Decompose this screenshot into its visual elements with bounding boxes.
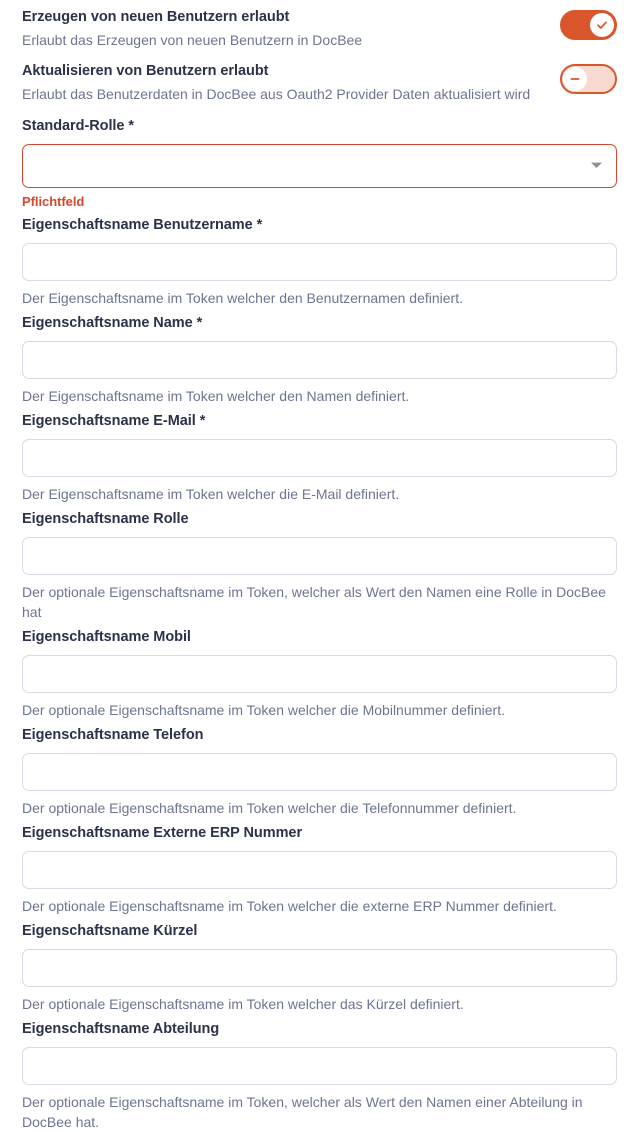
label-attribute-mobile — [22, 628, 617, 647]
toggle-description-update-users: Erlaubt das Benutzerdaten in DocBee aus Oauth2 Provider Daten aktualisiert wird — [22, 86, 531, 102]
field-attribute-phone — [22, 720, 617, 818]
label-text: Eigenschaftsname Telefon — [22, 727, 204, 743]
check-icon — [595, 18, 609, 32]
label-attribute-phone — [22, 726, 617, 745]
required-marker: * — [128, 118, 134, 134]
required-marker: * — [199, 413, 206, 429]
field-attribute-email — [22, 406, 617, 504]
helper-attribute-name: Der Eigenschaftsname im Token welcher den Namen definiert. — [22, 388, 410, 404]
toggle-description-create-users: Erlaubt das Erzeugen von neuen Benutzern in DocBee — [22, 32, 363, 48]
input-attribute-department[interactable] — [22, 1047, 617, 1085]
helper-attribute-external-erp-number: Der optionale Eigenschaftsname im Token welcher die externe ERP Nummer definiert. — [22, 898, 557, 914]
helper-attribute-initials: Der optionale Eigenschaftsname im Token welcher das Kürzel definiert. — [22, 996, 464, 1012]
helper-attribute-department: Der optionale Eigenschaftsname im Token, welcher als Wert den Namen einer Abteilung in DocBee hat. — [22, 1094, 583, 1130]
toggle-row-update-users — [22, 61, 617, 111]
required-marker: * — [256, 217, 263, 233]
field-standard-role — [22, 111, 617, 210]
label-text: Eigenschaftsname Externe ERP Nummer — [22, 825, 303, 841]
toggle-text-create-users — [22, 7, 544, 50]
label-attribute-initials — [22, 922, 617, 941]
field-attribute-initials — [22, 916, 617, 1014]
input-attribute-initials[interactable] — [22, 949, 617, 987]
helper-attribute-role: Der optionale Eigenschaftsname im Token, welcher als Wert den Namen eine Rolle in DocBee hat — [22, 584, 606, 620]
label-attribute-email — [22, 412, 617, 431]
toggle-switch-update-users[interactable] — [560, 64, 617, 94]
minus-icon — [568, 72, 582, 86]
toggle-title-update-users: Aktualisieren von Benutzern erlaubt — [22, 63, 269, 79]
label-text: Eigenschaftsname Mobil — [22, 629, 191, 645]
helper-attribute-mobile: Der optionale Eigenschaftsname im Token welcher die Mobilnummer definiert. — [22, 702, 505, 718]
input-attribute-name[interactable] — [22, 341, 617, 379]
label-attribute-department — [22, 1020, 617, 1039]
field-attribute-name — [22, 308, 617, 406]
field-attribute-mobile — [22, 622, 617, 720]
label-text: Eigenschaftsname Abteilung — [22, 1021, 220, 1037]
toggle-row-create-users — [22, 7, 617, 61]
toggle-switch-create-users[interactable] — [560, 10, 617, 40]
field-attribute-role — [22, 504, 617, 622]
error-message-standard-role: Pflichtfeld — [22, 194, 85, 209]
label-text: Eigenschaftsname Benutzername — [22, 217, 253, 233]
toggle-knob — [563, 67, 587, 91]
field-attribute-external-erp-number — [22, 818, 617, 916]
label-text: Eigenschaftsname Rolle — [22, 511, 189, 527]
label-text: Standard-Rolle — [22, 118, 125, 134]
input-attribute-role[interactable] — [22, 537, 617, 575]
input-attribute-username[interactable] — [22, 243, 617, 281]
input-attribute-external-erp-number[interactable] — [22, 851, 617, 889]
helper-attribute-email: Der Eigenschaftsname im Token welcher die E-Mail definiert. — [22, 486, 400, 502]
select-wrapper-standard-role — [22, 144, 617, 188]
toggle-title-create-users: Erzeugen von neuen Benutzern erlaubt — [22, 9, 290, 25]
label-attribute-external-erp-number — [22, 824, 617, 843]
select-standard-role[interactable] — [22, 144, 617, 188]
label-attribute-name — [22, 314, 617, 333]
label-attribute-username — [22, 216, 617, 235]
label-standard-role — [22, 117, 617, 136]
input-attribute-phone[interactable] — [22, 753, 617, 791]
helper-attribute-phone: Der optionale Eigenschaftsname im Token welcher die Telefonnummer definiert. — [22, 800, 517, 816]
input-attribute-mobile[interactable] — [22, 655, 617, 693]
required-marker: * — [196, 315, 203, 331]
field-attribute-username — [22, 210, 617, 308]
label-text: Eigenschaftsname E-Mail — [22, 413, 196, 429]
field-attribute-department — [22, 1014, 617, 1132]
label-text: Eigenschaftsname Kürzel — [22, 923, 198, 939]
toggle-text-update-users — [22, 61, 544, 104]
label-text: Eigenschaftsname Name — [22, 315, 193, 331]
helper-attribute-username: Der Eigenschaftsname im Token welcher den Benutzernamen definiert. — [22, 290, 463, 306]
input-attribute-email[interactable] — [22, 439, 617, 477]
label-attribute-role — [22, 510, 617, 529]
toggle-knob — [590, 13, 614, 37]
